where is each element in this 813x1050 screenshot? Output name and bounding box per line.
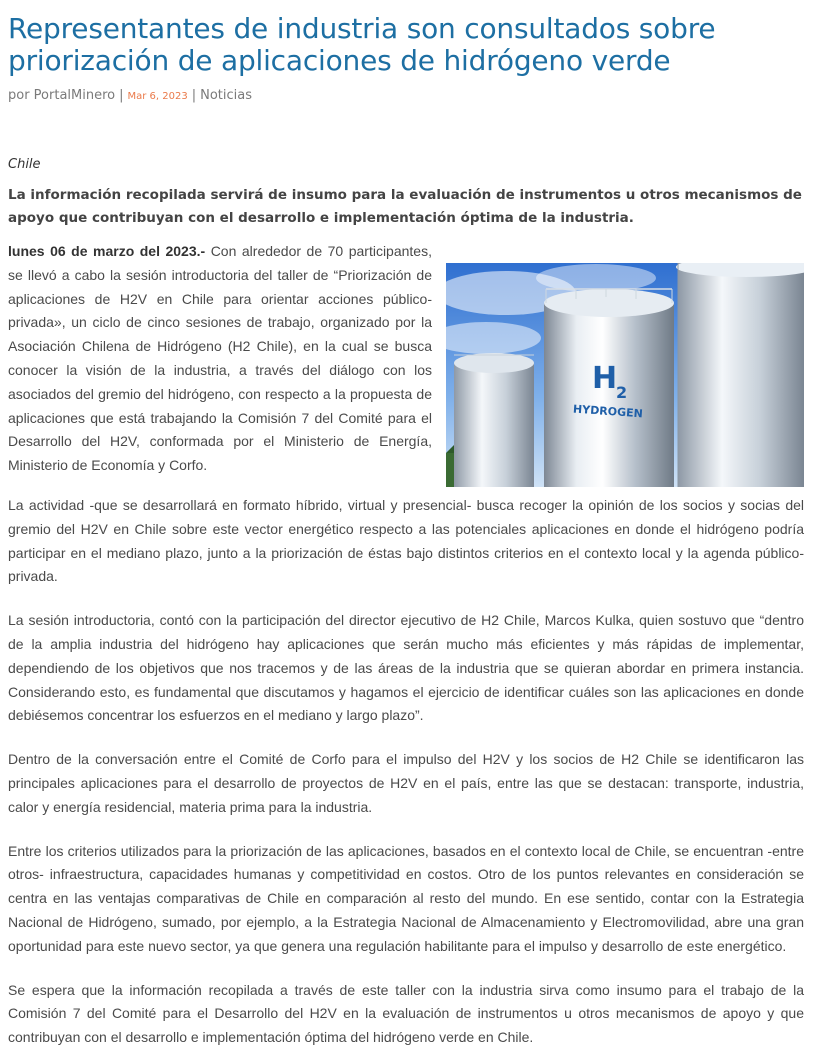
tank-label-main: H <box>592 361 618 396</box>
category-link[interactable]: Noticias <box>200 88 253 103</box>
body-paragraph: Dentro de la conversación entre el Comité de Corfo para el impulso del H2V y los socios de H2 Chile se identificaron las principales aplicaciones para el desarrollo de proyectos de H2V en el país, entre las que se destacan: transporte, industria, calor y energía residencial, materia prima para la industria. <box>8 751 804 815</box>
intro-section <box>8 240 804 478</box>
author-link[interactable]: por PortalMinero <box>8 88 116 103</box>
tank-label-sub: 2 <box>616 383 628 402</box>
body-paragraph: La actividad -que se desarrollará en formato híbrido, virtual y presencial- busca recoger la opinión de los socios y socias del gremio del H2V en Chile sobre este vector energético respecto a las potenciales aplicaciones en donde el hidrógeno podría participar en el mediano plazo, junto a la priorización de éstas bajo distintos criterios en el contexto local y la agenda público-privada. <box>8 497 804 585</box>
body-paragraph: Entre los criterios utilizados para la priorización de las aplicaciones, basados en el contexto local de Chile, se encuentran -entre otros- infraestructura, capacidades humanas y competitividad en costos. Otro de los puntos relevantes en consideración se centra en las ventajas comparativas de Chile en comparación al resto del mundo. En ese sentido, contar con la Estrategia Nacional de Hidrógeno, sumado, por ejemplo, a la Estrategia Nacional de Almacenamiento y Electromovilidad, abre una gran oportunidad para este nuevo sector, ya que genera una regulación habilitante para el impulso y desarrollo de este energético. <box>8 842 804 954</box>
intro-body: Con alrededor de 70 participantes, se llevó a cabo la sesión introductoria del taller de “Priorización de aplicaciones de H2V en Chile para orientar acciones público-privada», un ciclo de cinco sesiones de trabajo, organizado por la Asociación Chilena de Hidrógeno (H2 Chile), en la cual se busca conocer la visión de la industria, a través del diálogo con los asociados del gremio del hidrógeno, con respecto a la propuesta de aplicaciones que está trabajando la Comisión 7 del Comité para el Desarrollo del H2V, conformada por el Ministerio de Energía, Ministerio de Economía y Corfo. <box>8 243 432 474</box>
meta-separator: | <box>119 88 124 103</box>
intro-paragraph <box>8 240 432 478</box>
meta-separator: | <box>191 88 197 103</box>
tank-label-text: HYDROGEN <box>572 402 644 421</box>
article-body <box>8 494 804 1050</box>
post-date: Mar 6, 2023 <box>127 91 188 102</box>
hydrogen-tanks-image <box>446 263 804 487</box>
body-paragraph: La sesión introductoria, contó con la participación del director ejecutivo de H2 Chile, Marcos Kulka, quien sostuvo que “dentro de la amplia industria del hidrógeno hay aplicaciones que serán mucho más eficientes y más rápidas de implementar, dependiendo de los objetivos que nos tracemos y de las áreas de la industria que se quieran abordar en primera instancia. Considerando esto, es fundamental que discutamos y hagamos el ejercicio de identificar cuáles son las aplicaciones en donde debiésemos concentrar los esfuerzos en el mediano y largo plazo”. <box>8 612 804 724</box>
dateline: lunes 06 de marzo del 2023.- <box>8 243 206 259</box>
region-label: Chile <box>8 157 41 172</box>
article-title: Representantes de industria son consultados sobre priorización de aplicaciones de hidrógeno verde <box>8 12 716 77</box>
post-meta <box>8 87 804 106</box>
body-paragraph: Se espera que la información recopilada a través de este taller con la industria sirva como insumo para el trabajo de la Comisión 7 del Comité para el Desarrollo del H2V en la evaluación de instrumentos u otros mecanismos de apoyo y que contribuyan con el desarrollo e implementación óptima del hidrógeno verde en Chile. <box>8 981 804 1046</box>
article-lead: La información recopilada servirá de insumo para la evaluación de instrumentos u otros mecanismos de apoyo que contribuyan con el desarrollo e implementación óptima de la industria. <box>8 187 802 226</box>
article <box>8 0 804 1050</box>
